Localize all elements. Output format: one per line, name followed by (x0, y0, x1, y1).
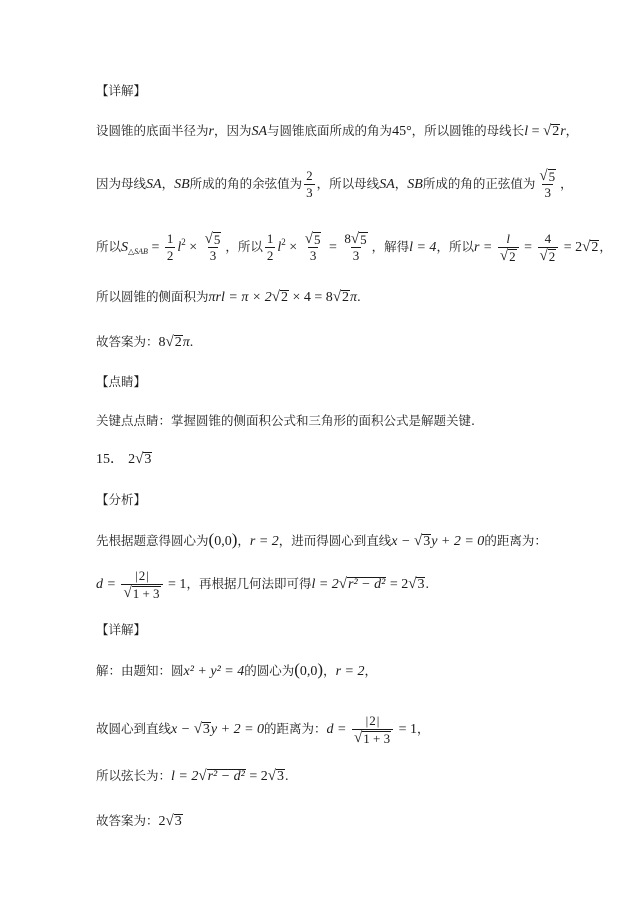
text: ，所以 (436, 239, 474, 254)
math: × (285, 240, 301, 255)
math: = 1 (164, 577, 187, 592)
sqrt-3: √ 3 (193, 721, 210, 737)
math: l (524, 124, 529, 139)
math: x − (171, 722, 194, 737)
math: SA (379, 177, 395, 192)
math: l = 2 (311, 577, 339, 592)
math: y + 2 = 0 (210, 722, 265, 737)
text: ， (394, 176, 408, 191)
math: 0,0 (214, 534, 232, 549)
paragraph-answer-15 (96, 811, 550, 832)
question-number: 15． (96, 452, 124, 467)
text: ，所以母线 (316, 176, 380, 191)
math: S (121, 240, 129, 255)
sqrt-3: √ 3 (165, 813, 182, 829)
text: ， (161, 176, 175, 191)
math: ( (294, 660, 300, 679)
paragraph-solution-1 (96, 660, 550, 682)
section-heading-analysis (96, 490, 550, 510)
math: π (182, 335, 190, 350)
text: 关键点点睛：掌握圆锥的侧面积公式和三角形的面积公式是解题关键. (96, 413, 475, 428)
text: ，所以圆锥的母线长 (411, 123, 525, 138)
math: r (560, 124, 566, 139)
paragraph-analysis-2 (96, 568, 550, 601)
math: r = 2 (249, 534, 279, 549)
fraction-sin: √ 5 3 (539, 168, 556, 200)
paragraph-solution-2 (96, 713, 550, 746)
sqrt-2: √ 2 (271, 289, 289, 305)
math: SB (174, 177, 190, 192)
math: r (208, 124, 214, 139)
text: ， (416, 721, 430, 736)
text: 先根据题意得圆心为 (96, 533, 209, 548)
math: = (528, 124, 543, 139)
text: 与圆锥底面所成的角为 (267, 123, 393, 138)
text: 故答案为： (96, 334, 159, 349)
paragraph-radius (96, 121, 579, 142)
math: x² + y² = 4 (183, 664, 245, 679)
text: ， (323, 663, 336, 678)
text: 所成的角的正弦值为 (422, 176, 536, 191)
math: = (147, 240, 163, 255)
text: ，再根据几何法即可得 (186, 576, 312, 591)
paragraph-key-point (96, 411, 550, 431)
math: r = (473, 240, 496, 255)
text: ， (560, 176, 573, 191)
math: . (285, 769, 289, 784)
fraction-r: l √ 2 (498, 231, 519, 264)
text: ，进而得圆心到直线 (278, 533, 392, 548)
math: . (189, 335, 194, 350)
sqrt-2: √ 2 (165, 334, 182, 350)
text: ，因为 (213, 123, 252, 138)
fraction-half: $\frac{1}{2}$ (266, 231, 274, 263)
math: = (520, 240, 536, 255)
math: = 2 (560, 240, 583, 255)
question-15-answer (96, 450, 550, 470)
math: 2 (128, 452, 136, 467)
text: ， (599, 239, 612, 254)
math: SA (146, 177, 162, 192)
text: 故答案为： (96, 813, 159, 828)
math: 0,0 (299, 664, 318, 679)
text: 所成的角的余弦值为 (189, 176, 303, 191)
paragraph-cos-sin (96, 168, 573, 201)
text: 的距离为： (264, 721, 327, 736)
math: r = 2 (335, 664, 365, 679)
math: d = (326, 722, 350, 737)
text: 解：由题知：圆 (96, 663, 184, 678)
heading-text: 【详解】 (96, 622, 147, 637)
math: 2 (158, 814, 166, 829)
text: ，解得 (371, 239, 410, 254)
math: SA (251, 124, 268, 139)
fraction-result: 8 √ 5 3 (344, 231, 367, 263)
text: 设圆锥的底面半径为 (96, 123, 209, 138)
text: 故圆心到直线 (96, 721, 172, 736)
math: l = 2 (171, 769, 199, 784)
text: ，所以 (225, 239, 263, 254)
math: l = 4 (409, 240, 437, 255)
math: 45° (392, 124, 412, 139)
math: = 2 (245, 769, 268, 784)
sqrt-expr: √ r² − d² (338, 576, 386, 592)
fraction-half: $\frac{1}{2}$ (166, 231, 174, 263)
subscript: △SAB (128, 247, 148, 256)
math: . (357, 290, 361, 305)
math: = (325, 240, 341, 255)
math: l (277, 240, 282, 255)
math: ( (208, 530, 215, 549)
math: ) (231, 530, 238, 549)
math: π (350, 290, 358, 305)
math: × 4 = 8 (289, 290, 333, 305)
text: ， (237, 533, 250, 548)
heading-text: 【分析】 (96, 492, 147, 507)
sqrt-2: √ 2 (582, 239, 599, 255)
paragraph-analysis-1 (96, 530, 550, 552)
math: d = (96, 577, 120, 592)
math: = 2 (386, 577, 409, 592)
text: 所以弦长为： (96, 768, 172, 783)
sqrt-3: √ 3 (408, 576, 425, 592)
sqrt-3: √ 3 (135, 451, 152, 467)
math: y + 2 = 0 (431, 534, 485, 549)
math: πrl = π × 2 (208, 290, 272, 305)
section-heading-point (96, 372, 550, 392)
math: 8 (158, 335, 166, 350)
fraction-distance: |2| √ 1 + 3 (352, 713, 393, 746)
sqrt-2: √ 2 (542, 123, 560, 139)
superscript: 2 (281, 237, 286, 247)
paragraph-chord-length (96, 766, 550, 787)
text: ， (364, 663, 378, 678)
sqrt-3: √ 3 (267, 768, 285, 784)
text: ， (565, 123, 579, 138)
heading-text: 【详解】 (96, 83, 147, 98)
superscript: 2 (181, 237, 186, 247)
sqrt-2: √ 2 (332, 289, 350, 305)
text: 所以圆锥的侧面积为 (96, 289, 209, 304)
paragraph-answer-14 (96, 332, 550, 353)
math: x − (391, 534, 414, 549)
text: 的圆心为 (244, 663, 295, 678)
math: ) (317, 660, 324, 679)
text: 的距离为： (484, 533, 547, 548)
fraction-cos: $\frac{2}{3}$ (306, 168, 313, 200)
text: 所以 (96, 239, 122, 254)
fraction-four: 4 √ 2 (538, 231, 559, 264)
section-heading-detail-2 (96, 620, 550, 640)
math: . (425, 577, 429, 592)
section-heading-detail (96, 81, 550, 101)
sqrt-expr: √ r² − d² (198, 768, 245, 784)
heading-text: 【点睛】 (96, 374, 147, 389)
sqrt-3: √ 3 (413, 533, 431, 549)
paragraph-area (96, 231, 612, 264)
math: l (177, 240, 182, 255)
fraction-distance: |2| √ 1 + 3 (121, 568, 162, 601)
text: 因为母线 (96, 176, 147, 191)
math: × (185, 240, 201, 255)
paragraph-lateral-area (96, 287, 550, 308)
math: = 1 (395, 722, 417, 737)
fraction-sin: √ 5 3 (204, 231, 221, 263)
fraction-sin: √ 5 3 (304, 231, 321, 263)
math: SB (407, 177, 423, 192)
